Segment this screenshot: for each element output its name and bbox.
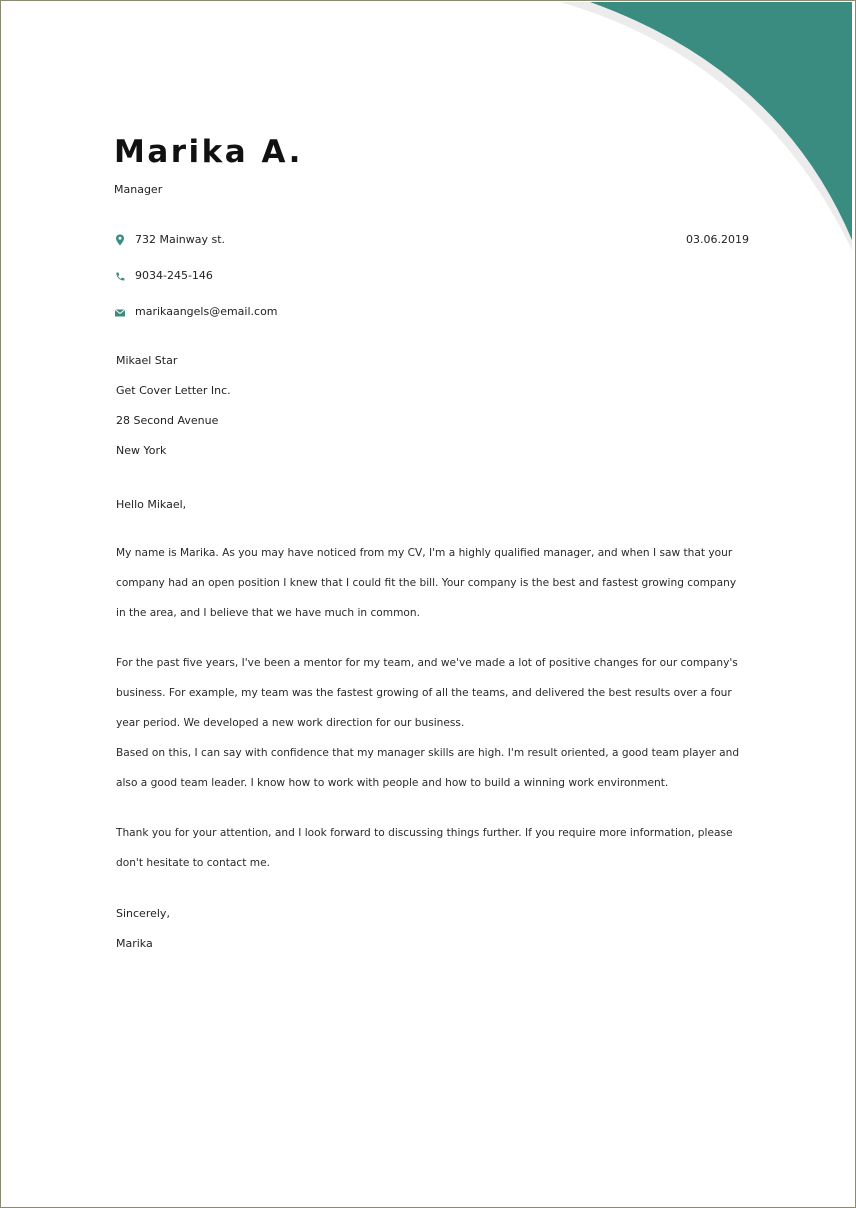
- body-line: don't hesitate to contact me.: [116, 857, 270, 869]
- sender-name: Marika A.: [114, 134, 303, 170]
- body-line: Based on this, I can say with confidence that my manager skills are high. I'm result oriented, a good team player and: [116, 747, 740, 759]
- recipient-city: New York: [116, 444, 167, 457]
- corner-teal-shape: [590, 2, 852, 240]
- signature: Marika: [116, 937, 153, 950]
- body-line: also a good team leader. I know how to work with people and how to build a winning work environment.: [116, 777, 669, 789]
- body-line: company had an open position I knew that I could fit the bill. Your company is the best and fastest growing company: [116, 577, 737, 589]
- map-pin-icon: [114, 234, 126, 246]
- recipient-name: Mikael Star: [116, 354, 178, 367]
- body-line: year period. We developed a new work direction for our business.: [116, 717, 465, 729]
- body-line: Thank you for your attention, and I look forward to discussing things further. If you require more information, please: [116, 827, 733, 839]
- letter-date: 03.06.2019: [686, 233, 749, 246]
- body-line: in the area, and I believe that we have much in common.: [116, 607, 420, 619]
- greeting: Hello Mikael,: [116, 498, 187, 511]
- body-line: For the past five years, I've been a mentor for my team, and we've made a lot of positive changes for our company's: [116, 657, 738, 669]
- body-line: My name is Marika. As you may have noticed from my CV, I'm a highly qualified manager, and when I saw that your: [116, 547, 733, 559]
- sender-title: Manager: [114, 183, 163, 196]
- envelope-icon: [114, 307, 126, 319]
- email-text: marikaangels@email.com: [135, 305, 278, 318]
- recipient-street: 28 Second Avenue: [116, 414, 219, 427]
- body-line: business. For example, my team was the fastest growing of all the teams, and delivered the best results over a four: [116, 687, 732, 699]
- phone-icon: [114, 271, 126, 283]
- recipient-company: Get Cover Letter Inc.: [116, 384, 231, 397]
- closing: Sincerely,: [116, 907, 170, 920]
- address-text: 732 Mainway st.: [135, 233, 226, 246]
- phone-text: 9034-245-146: [135, 269, 213, 282]
